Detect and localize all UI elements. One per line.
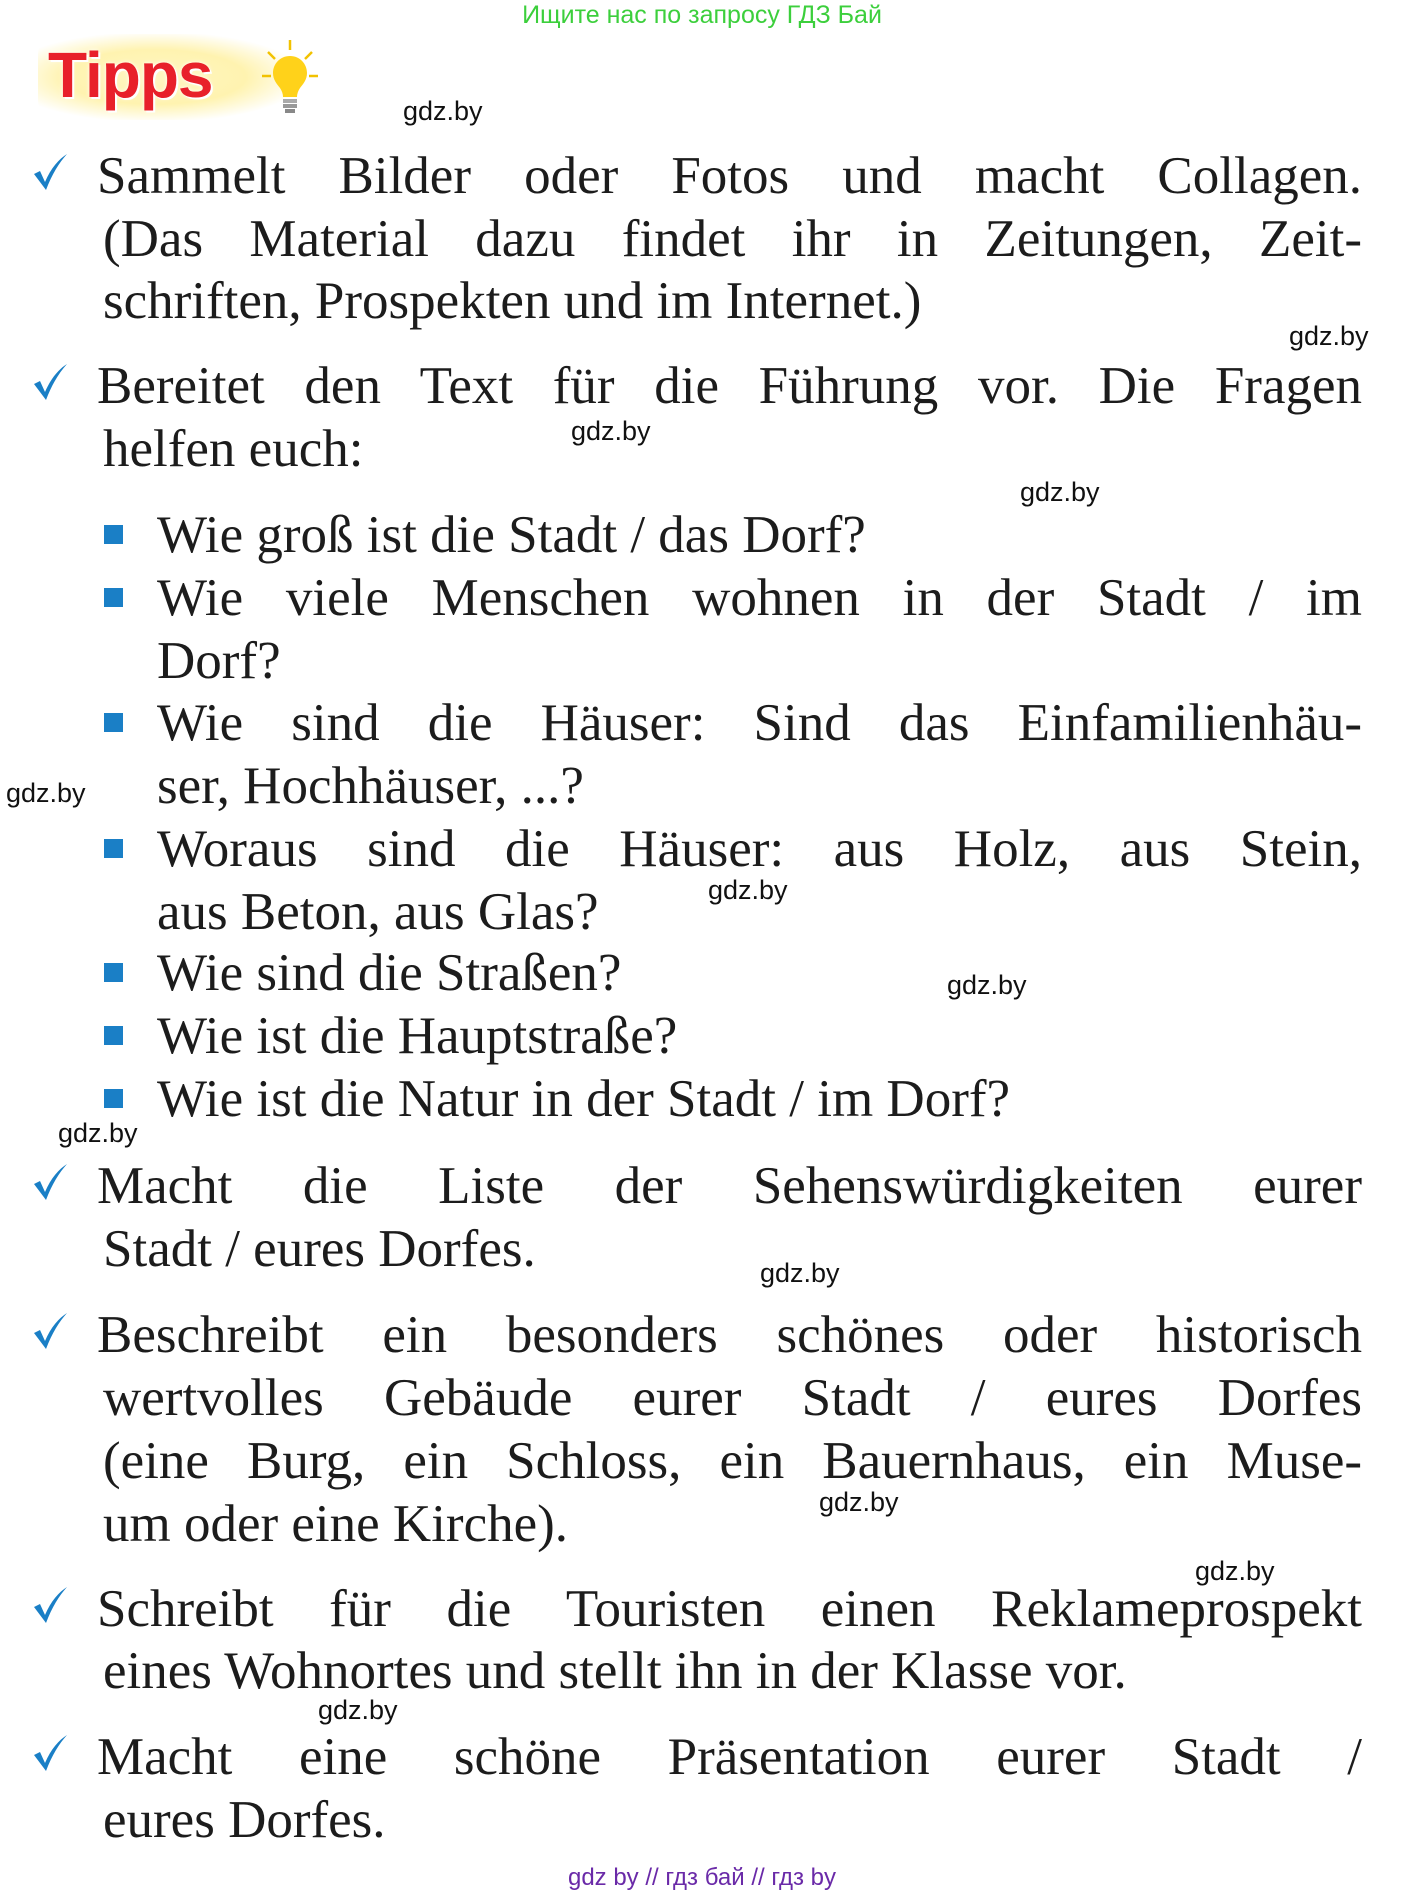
square-bullet-icon bbox=[104, 1089, 123, 1108]
checkmark-icon bbox=[30, 1733, 70, 1773]
watermark-text: gdz.by bbox=[571, 416, 651, 446]
tip-line: eures Dorfes. bbox=[103, 1791, 386, 1849]
square-bullet-icon bbox=[104, 963, 123, 982]
tip-line: helfen euch: bbox=[103, 420, 364, 478]
tip-line: (eine Burg, ein Schloss, ein Bauernhaus, ein Muse- bbox=[103, 1432, 1362, 1490]
question-line: aus Beton, aus Glas? bbox=[157, 883, 599, 941]
watermark-text: gdz.by bbox=[947, 970, 1027, 1000]
lightbulb-icon bbox=[260, 38, 320, 118]
question-line: Wie viele Menschen wohnen in der Stadt / im bbox=[157, 569, 1362, 627]
watermark-text: gdz.by bbox=[318, 1695, 398, 1725]
question-line: ser, Hochhäuser, ...? bbox=[157, 757, 584, 815]
checkmark-icon bbox=[30, 1311, 70, 1351]
tip-line: um oder eine Kirche). bbox=[103, 1495, 569, 1553]
square-bullet-icon bbox=[104, 1026, 123, 1045]
square-bullet-icon bbox=[104, 588, 123, 607]
tip-line: Macht die Liste der Sehenswürdigkeiten eurer bbox=[97, 1157, 1362, 1215]
tip-line: Bereitet den Text für die Führung vor. Die Fragen bbox=[97, 357, 1362, 415]
search-hint: Ищите нас по запросу ГДЗ Бай bbox=[522, 1, 882, 29]
watermark-text: gdz.by bbox=[1020, 477, 1100, 507]
watermark-text: gdz.by bbox=[58, 1118, 138, 1148]
logo-text: Tipps bbox=[48, 39, 213, 111]
tip-line: (Das Material dazu findet ihr in Zeitungen, Zeit- bbox=[103, 210, 1362, 268]
tip-line: wertvolles Gebäude eurer Stadt / eures Dorfes bbox=[103, 1369, 1362, 1427]
watermark-text: gdz.by bbox=[708, 875, 788, 905]
footer-watermark: gdz by // гдз бай // гдз by bbox=[567, 1864, 837, 1891]
watermark-text: gdz.by bbox=[760, 1258, 840, 1288]
question-line: Wie sind die Straßen? bbox=[157, 944, 622, 1002]
square-bullet-icon bbox=[104, 839, 123, 858]
tip-line: eines Wohnortes und stellt ihn in der Klasse vor. bbox=[103, 1642, 1127, 1700]
square-bullet-icon bbox=[104, 713, 123, 732]
checkmark-icon bbox=[30, 152, 70, 192]
watermark-text: gdz.by bbox=[1195, 1556, 1275, 1586]
tip-line: Beschreibt ein besonders schönes oder historisch bbox=[97, 1306, 1362, 1364]
question-line: Woraus sind die Häuser: aus Holz, aus Stein, bbox=[157, 820, 1362, 878]
tipps-logo bbox=[38, 34, 298, 120]
tip-line: Macht eine schöne Präsentation eurer Stadt / bbox=[97, 1728, 1362, 1786]
watermark-text: gdz.by bbox=[403, 96, 483, 126]
square-bullet-icon bbox=[104, 525, 123, 544]
question-line: Wie groß ist die Stadt / das Dorf? bbox=[157, 506, 866, 564]
checkmark-icon bbox=[30, 1162, 70, 1202]
checkmark-icon bbox=[30, 362, 70, 402]
question-line: Wie sind die Häuser: Sind das Einfamilienhäu- bbox=[157, 694, 1362, 752]
question-line: Wie ist die Natur in der Stadt / im Dorf? bbox=[157, 1070, 1011, 1128]
watermark-text: gdz.by bbox=[6, 778, 86, 808]
question-line: Dorf? bbox=[157, 632, 281, 690]
watermark-text: gdz.by bbox=[1289, 321, 1369, 351]
checkmark-icon bbox=[30, 1585, 70, 1625]
question-line: Wie ist die Hauptstraße? bbox=[157, 1007, 678, 1065]
tip-line: Schreibt für die Touristen einen Reklameprospekt bbox=[97, 1580, 1362, 1638]
watermark-text: gdz.by bbox=[819, 1487, 899, 1517]
tip-line: Stadt / eures Dorfes. bbox=[103, 1220, 536, 1278]
tip-line: schriften, Prospekten und im Internet.) bbox=[103, 272, 922, 330]
tip-line: Sammelt Bilder oder Fotos und macht Collagen. bbox=[97, 147, 1362, 205]
